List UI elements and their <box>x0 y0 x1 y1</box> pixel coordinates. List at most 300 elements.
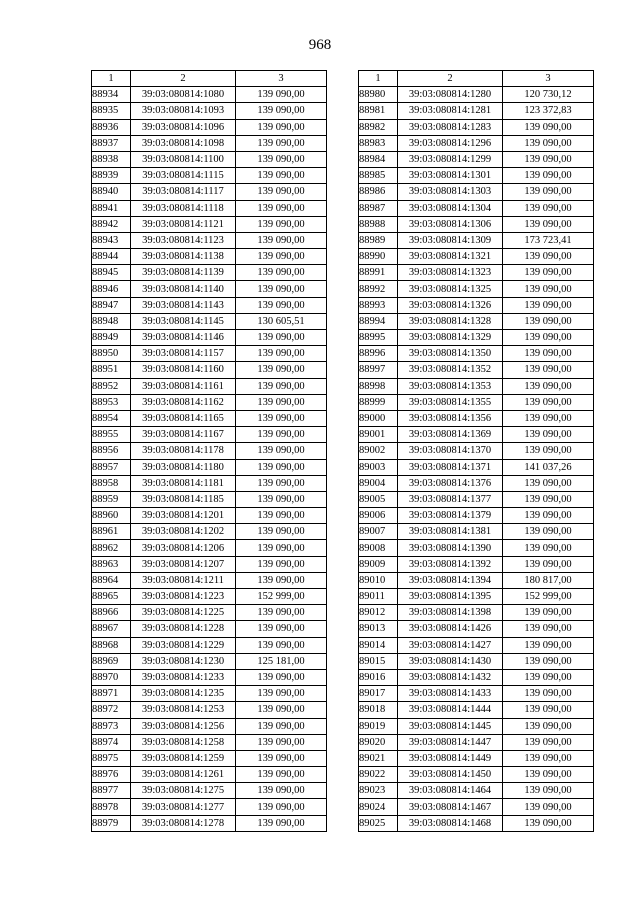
row-number-cell: 88967 <box>92 621 131 637</box>
table-row <box>359 605 594 621</box>
table-row <box>92 297 327 313</box>
value-cell: 139 090,00 <box>236 249 327 265</box>
table-row <box>92 119 327 135</box>
table-row <box>359 281 594 297</box>
row-number-cell: 88983 <box>359 135 398 151</box>
cadastral-number-cell: 39:03:080814:1211 <box>131 572 236 588</box>
value-cell: 139 090,00 <box>503 281 594 297</box>
row-number-cell: 88936 <box>92 119 131 135</box>
value-cell: 139 090,00 <box>503 718 594 734</box>
value-cell: 139 090,00 <box>236 378 327 394</box>
table-row <box>92 443 327 459</box>
cadastral-number-cell: 39:03:080814:1162 <box>131 394 236 410</box>
cadastral-number-cell: 39:03:080814:1225 <box>131 605 236 621</box>
cadastral-number-cell: 39:03:080814:1353 <box>398 378 503 394</box>
table-row <box>359 686 594 702</box>
cadastral-number-cell: 39:03:080814:1080 <box>131 87 236 103</box>
row-number-cell: 88959 <box>92 491 131 507</box>
cadastral-number-cell: 39:03:080814:1467 <box>398 799 503 815</box>
row-number-cell: 88975 <box>92 750 131 766</box>
cadastral-number-cell: 39:03:080814:1201 <box>131 508 236 524</box>
table-row <box>92 410 327 426</box>
cadastral-number-cell: 39:03:080814:1381 <box>398 524 503 540</box>
cadastral-number-cell: 39:03:080814:1432 <box>398 669 503 685</box>
cadastral-number-cell: 39:03:080814:1356 <box>398 410 503 426</box>
row-number-cell: 88992 <box>359 281 398 297</box>
row-number-cell: 89004 <box>359 475 398 491</box>
cadastral-number-cell: 39:03:080814:1370 <box>398 443 503 459</box>
cadastral-number-cell: 39:03:080814:1275 <box>131 783 236 799</box>
table-row <box>92 686 327 702</box>
cadastral-number-cell: 39:03:080814:1235 <box>131 686 236 702</box>
table-row <box>92 330 327 346</box>
table-row <box>92 589 327 605</box>
value-cell: 139 090,00 <box>503 702 594 718</box>
table-row <box>359 443 594 459</box>
table-row <box>359 459 594 475</box>
row-number-cell: 88969 <box>92 653 131 669</box>
cadastral-number-cell: 39:03:080814:1468 <box>398 815 503 831</box>
table-row <box>359 168 594 184</box>
row-number-cell: 88943 <box>92 232 131 248</box>
table-row <box>359 475 594 491</box>
value-cell: 139 090,00 <box>236 783 327 799</box>
cadastral-number-cell: 39:03:080814:1123 <box>131 232 236 248</box>
value-cell: 139 090,00 <box>236 734 327 750</box>
row-number-cell: 89019 <box>359 718 398 734</box>
cadastral-number-cell: 39:03:080814:1118 <box>131 200 236 216</box>
cadastral-number-cell: 39:03:080814:1299 <box>398 151 503 167</box>
cadastral-number-cell: 39:03:080814:1259 <box>131 750 236 766</box>
table-row <box>359 87 594 103</box>
cadastral-number-cell: 39:03:080814:1280 <box>398 87 503 103</box>
row-number-cell: 88987 <box>359 200 398 216</box>
value-cell: 125 181,00 <box>236 653 327 669</box>
row-number-cell: 89015 <box>359 653 398 669</box>
cadastral-number-cell: 39:03:080814:1139 <box>131 265 236 281</box>
cadastral-number-cell: 39:03:080814:1449 <box>398 750 503 766</box>
value-cell: 139 090,00 <box>503 653 594 669</box>
row-number-cell: 89017 <box>359 686 398 702</box>
column-header-2: 2 <box>398 71 503 87</box>
table-row <box>359 151 594 167</box>
table-row <box>92 750 327 766</box>
cadastral-number-cell: 39:03:080814:1258 <box>131 734 236 750</box>
cadastral-number-cell: 39:03:080814:1167 <box>131 427 236 443</box>
value-cell: 139 090,00 <box>236 718 327 734</box>
cadastral-number-cell: 39:03:080814:1121 <box>131 216 236 232</box>
row-number-cell: 89013 <box>359 621 398 637</box>
value-cell: 139 090,00 <box>503 750 594 766</box>
value-cell: 139 090,00 <box>236 232 327 248</box>
value-cell: 139 090,00 <box>236 200 327 216</box>
value-cell: 139 090,00 <box>503 783 594 799</box>
value-cell: 139 090,00 <box>236 135 327 151</box>
value-cell: 139 090,00 <box>503 475 594 491</box>
table-header-row <box>359 71 594 87</box>
table-row <box>92 459 327 475</box>
cadastral-number-cell: 39:03:080814:1321 <box>398 249 503 265</box>
row-number-cell: 89018 <box>359 702 398 718</box>
value-cell: 139 090,00 <box>503 313 594 329</box>
table-row <box>359 767 594 783</box>
cadastral-number-cell: 39:03:080814:1161 <box>131 378 236 394</box>
cadastral-number-cell: 39:03:080814:1145 <box>131 313 236 329</box>
value-cell: 139 090,00 <box>503 524 594 540</box>
cadastral-number-cell: 39:03:080814:1228 <box>131 621 236 637</box>
value-cell: 139 090,00 <box>503 443 594 459</box>
row-number-cell: 89023 <box>359 783 398 799</box>
row-number-cell: 88949 <box>92 330 131 346</box>
cadastral-number-cell: 39:03:080814:1350 <box>398 346 503 362</box>
row-number-cell: 88998 <box>359 378 398 394</box>
table-row <box>92 346 327 362</box>
table-row <box>92 491 327 507</box>
table-row <box>359 427 594 443</box>
row-number-cell: 88942 <box>92 216 131 232</box>
row-number-cell: 89009 <box>359 556 398 572</box>
row-number-cell: 89003 <box>359 459 398 475</box>
table-row <box>92 184 327 200</box>
table-row <box>359 200 594 216</box>
row-number-cell: 89011 <box>359 589 398 605</box>
value-cell: 139 090,00 <box>503 556 594 572</box>
right-table-body <box>359 87 594 832</box>
row-number-cell: 88963 <box>92 556 131 572</box>
value-cell: 139 090,00 <box>503 621 594 637</box>
value-cell: 139 090,00 <box>503 686 594 702</box>
row-number-cell: 89020 <box>359 734 398 750</box>
cadastral-number-cell: 39:03:080814:1430 <box>398 653 503 669</box>
table-row <box>359 621 594 637</box>
table-row <box>359 589 594 605</box>
left-table <box>91 70 327 832</box>
cadastral-number-cell: 39:03:080814:1306 <box>398 216 503 232</box>
row-number-cell: 89025 <box>359 815 398 831</box>
cadastral-number-cell: 39:03:080814:1093 <box>131 103 236 119</box>
row-number-cell: 88980 <box>359 87 398 103</box>
row-number-cell: 88950 <box>92 346 131 362</box>
cadastral-number-cell: 39:03:080814:1301 <box>398 168 503 184</box>
value-cell: 139 090,00 <box>236 87 327 103</box>
value-cell: 139 090,00 <box>236 346 327 362</box>
value-cell: 139 090,00 <box>236 459 327 475</box>
row-number-cell: 88996 <box>359 346 398 362</box>
table-row <box>359 540 594 556</box>
cadastral-number-cell: 39:03:080814:1143 <box>131 297 236 313</box>
cadastral-number-cell: 39:03:080814:1115 <box>131 168 236 184</box>
row-number-cell: 88962 <box>92 540 131 556</box>
row-number-cell: 89014 <box>359 637 398 653</box>
cadastral-number-cell: 39:03:080814:1325 <box>398 281 503 297</box>
cadastral-number-cell: 39:03:080814:1426 <box>398 621 503 637</box>
cadastral-number-cell: 39:03:080814:1304 <box>398 200 503 216</box>
column-header-1: 1 <box>92 71 131 87</box>
cadastral-number-cell: 39:03:080814:1261 <box>131 767 236 783</box>
value-cell: 139 090,00 <box>236 750 327 766</box>
table-row <box>359 378 594 394</box>
row-number-cell: 88989 <box>359 232 398 248</box>
row-number-cell: 88960 <box>92 508 131 524</box>
row-number-cell: 88997 <box>359 362 398 378</box>
row-number-cell: 88981 <box>359 103 398 119</box>
table-row <box>359 718 594 734</box>
value-cell: 139 090,00 <box>236 103 327 119</box>
value-cell: 139 090,00 <box>503 362 594 378</box>
value-cell: 139 090,00 <box>503 427 594 443</box>
value-cell: 139 090,00 <box>236 556 327 572</box>
row-number-cell: 88991 <box>359 265 398 281</box>
value-cell: 139 090,00 <box>503 184 594 200</box>
table-row <box>92 135 327 151</box>
row-number-cell: 88970 <box>92 669 131 685</box>
value-cell: 139 090,00 <box>503 394 594 410</box>
row-number-cell: 89006 <box>359 508 398 524</box>
cadastral-number-cell: 39:03:080814:1098 <box>131 135 236 151</box>
row-number-cell: 88979 <box>92 815 131 831</box>
table-row <box>92 281 327 297</box>
row-number-cell: 88976 <box>92 767 131 783</box>
value-cell: 173 723,41 <box>503 232 594 248</box>
value-cell: 139 090,00 <box>503 799 594 815</box>
value-cell: 139 090,00 <box>503 119 594 135</box>
cadastral-number-cell: 39:03:080814:1157 <box>131 346 236 362</box>
cadastral-number-cell: 39:03:080814:1100 <box>131 151 236 167</box>
row-number-cell: 88973 <box>92 718 131 734</box>
cadastral-number-cell: 39:03:080814:1326 <box>398 297 503 313</box>
table-row <box>359 799 594 815</box>
cadastral-number-cell: 39:03:080814:1444 <box>398 702 503 718</box>
table-row <box>92 718 327 734</box>
table-row <box>92 313 327 329</box>
cadastral-number-cell: 39:03:080814:1253 <box>131 702 236 718</box>
cadastral-number-cell: 39:03:080814:1181 <box>131 475 236 491</box>
table-row <box>359 410 594 426</box>
value-cell: 139 090,00 <box>236 621 327 637</box>
value-cell: 139 090,00 <box>236 330 327 346</box>
cadastral-number-cell: 39:03:080814:1278 <box>131 815 236 831</box>
value-cell: 139 090,00 <box>503 767 594 783</box>
row-number-cell: 89002 <box>359 443 398 459</box>
table-row <box>92 653 327 669</box>
cadastral-number-cell: 39:03:080814:1433 <box>398 686 503 702</box>
value-cell: 139 090,00 <box>236 686 327 702</box>
table-row <box>92 249 327 265</box>
row-number-cell: 88984 <box>359 151 398 167</box>
cadastral-number-cell: 39:03:080814:1395 <box>398 589 503 605</box>
table-row <box>359 330 594 346</box>
table-row <box>359 394 594 410</box>
value-cell: 123 372,83 <box>503 103 594 119</box>
table-row <box>359 750 594 766</box>
row-number-cell: 88937 <box>92 135 131 151</box>
cadastral-number-cell: 39:03:080814:1277 <box>131 799 236 815</box>
cadastral-number-cell: 39:03:080814:1447 <box>398 734 503 750</box>
value-cell: 139 090,00 <box>503 669 594 685</box>
row-number-cell: 89007 <box>359 524 398 540</box>
cadastral-number-cell: 39:03:080814:1165 <box>131 410 236 426</box>
column-header-3: 3 <box>503 71 594 87</box>
table-row <box>92 87 327 103</box>
row-number-cell: 88971 <box>92 686 131 702</box>
row-number-cell: 88935 <box>92 103 131 119</box>
row-number-cell: 88966 <box>92 605 131 621</box>
table-row <box>92 524 327 540</box>
cadastral-number-cell: 39:03:080814:1117 <box>131 184 236 200</box>
value-cell: 139 090,00 <box>236 540 327 556</box>
row-number-cell: 88961 <box>92 524 131 540</box>
row-number-cell: 89021 <box>359 750 398 766</box>
value-cell: 120 730,12 <box>503 87 594 103</box>
value-cell: 139 090,00 <box>236 168 327 184</box>
value-cell: 141 037,26 <box>503 459 594 475</box>
value-cell: 139 090,00 <box>503 216 594 232</box>
table-row <box>92 734 327 750</box>
value-cell: 139 090,00 <box>503 410 594 426</box>
row-number-cell: 88956 <box>92 443 131 459</box>
row-number-cell: 88985 <box>359 168 398 184</box>
row-number-cell: 88982 <box>359 119 398 135</box>
cadastral-number-cell: 39:03:080814:1394 <box>398 572 503 588</box>
table-row <box>92 265 327 281</box>
row-number-cell: 89000 <box>359 410 398 426</box>
value-cell: 180 817,00 <box>503 572 594 588</box>
cadastral-number-cell: 39:03:080814:1223 <box>131 589 236 605</box>
table-row <box>359 815 594 831</box>
table-row <box>359 313 594 329</box>
table-row <box>359 524 594 540</box>
value-cell: 139 090,00 <box>503 200 594 216</box>
value-cell: 139 090,00 <box>236 216 327 232</box>
row-number-cell: 88952 <box>92 378 131 394</box>
table-row <box>359 232 594 248</box>
cadastral-number-cell: 39:03:080814:1352 <box>398 362 503 378</box>
cadastral-number-cell: 39:03:080814:1283 <box>398 119 503 135</box>
row-number-cell: 88968 <box>92 637 131 653</box>
right-table <box>358 70 594 832</box>
table-row <box>359 556 594 572</box>
row-number-cell: 89008 <box>359 540 398 556</box>
cadastral-number-cell: 39:03:080814:1207 <box>131 556 236 572</box>
row-number-cell: 88947 <box>92 297 131 313</box>
row-number-cell: 88965 <box>92 589 131 605</box>
column-header-2: 2 <box>131 71 236 87</box>
value-cell: 139 090,00 <box>236 767 327 783</box>
cadastral-number-cell: 39:03:080814:1398 <box>398 605 503 621</box>
value-cell: 139 090,00 <box>236 265 327 281</box>
table-row <box>359 216 594 232</box>
value-cell: 139 090,00 <box>503 491 594 507</box>
value-cell: 139 090,00 <box>236 119 327 135</box>
row-number-cell: 88938 <box>92 151 131 167</box>
table-row <box>359 103 594 119</box>
cadastral-number-cell: 39:03:080814:1185 <box>131 491 236 507</box>
table-row <box>92 378 327 394</box>
value-cell: 130 605,51 <box>236 313 327 329</box>
row-number-cell: 88934 <box>92 87 131 103</box>
value-cell: 139 090,00 <box>503 168 594 184</box>
cadastral-number-cell: 39:03:080814:1229 <box>131 637 236 653</box>
table-row <box>359 508 594 524</box>
row-number-cell: 89005 <box>359 491 398 507</box>
row-number-cell: 88951 <box>92 362 131 378</box>
table-row <box>359 491 594 507</box>
value-cell: 139 090,00 <box>503 637 594 653</box>
table-row <box>92 151 327 167</box>
table-row <box>359 184 594 200</box>
value-cell: 139 090,00 <box>503 605 594 621</box>
table-row <box>359 265 594 281</box>
row-number-cell: 88954 <box>92 410 131 426</box>
table-row <box>359 346 594 362</box>
table-row <box>359 249 594 265</box>
value-cell: 139 090,00 <box>236 281 327 297</box>
row-number-cell: 88990 <box>359 249 398 265</box>
cadastral-number-cell: 39:03:080814:1146 <box>131 330 236 346</box>
value-cell: 139 090,00 <box>236 427 327 443</box>
cadastral-number-cell: 39:03:080814:1202 <box>131 524 236 540</box>
row-number-cell: 88953 <box>92 394 131 410</box>
table-row <box>359 119 594 135</box>
cadastral-number-cell: 39:03:080814:1256 <box>131 718 236 734</box>
row-number-cell: 88995 <box>359 330 398 346</box>
cadastral-number-cell: 39:03:080814:1379 <box>398 508 503 524</box>
table-row <box>92 394 327 410</box>
row-number-cell: 88974 <box>92 734 131 750</box>
cadastral-number-cell: 39:03:080814:1392 <box>398 556 503 572</box>
row-number-cell: 88977 <box>92 783 131 799</box>
cadastral-number-cell: 39:03:080814:1328 <box>398 313 503 329</box>
value-cell: 139 090,00 <box>503 540 594 556</box>
value-cell: 139 090,00 <box>236 524 327 540</box>
value-cell: 139 090,00 <box>236 184 327 200</box>
row-number-cell: 89001 <box>359 427 398 443</box>
cadastral-number-cell: 39:03:080814:1296 <box>398 135 503 151</box>
table-row <box>92 572 327 588</box>
table-row <box>92 815 327 831</box>
value-cell: 139 090,00 <box>503 265 594 281</box>
row-number-cell: 88958 <box>92 475 131 491</box>
value-cell: 139 090,00 <box>503 378 594 394</box>
value-cell: 139 090,00 <box>236 443 327 459</box>
value-cell: 139 090,00 <box>503 815 594 831</box>
row-number-cell: 88988 <box>359 216 398 232</box>
row-number-cell: 88940 <box>92 184 131 200</box>
table-header-row <box>92 71 327 87</box>
value-cell: 139 090,00 <box>236 508 327 524</box>
row-number-cell: 88944 <box>92 249 131 265</box>
value-cell: 139 090,00 <box>236 362 327 378</box>
value-cell: 139 090,00 <box>503 330 594 346</box>
cadastral-number-cell: 39:03:080814:1355 <box>398 394 503 410</box>
row-number-cell: 89024 <box>359 799 398 815</box>
table-row <box>92 362 327 378</box>
table-row <box>92 427 327 443</box>
table-row <box>359 572 594 588</box>
table-row <box>359 362 594 378</box>
row-number-cell: 88978 <box>92 799 131 815</box>
value-cell: 139 090,00 <box>503 734 594 750</box>
table-row <box>92 200 327 216</box>
left-table-body <box>92 87 327 832</box>
table-row <box>359 669 594 685</box>
row-number-cell: 89012 <box>359 605 398 621</box>
table-row <box>92 637 327 653</box>
value-cell: 139 090,00 <box>236 702 327 718</box>
table-row <box>92 168 327 184</box>
cadastral-number-cell: 39:03:080814:1180 <box>131 459 236 475</box>
row-number-cell: 88945 <box>92 265 131 281</box>
